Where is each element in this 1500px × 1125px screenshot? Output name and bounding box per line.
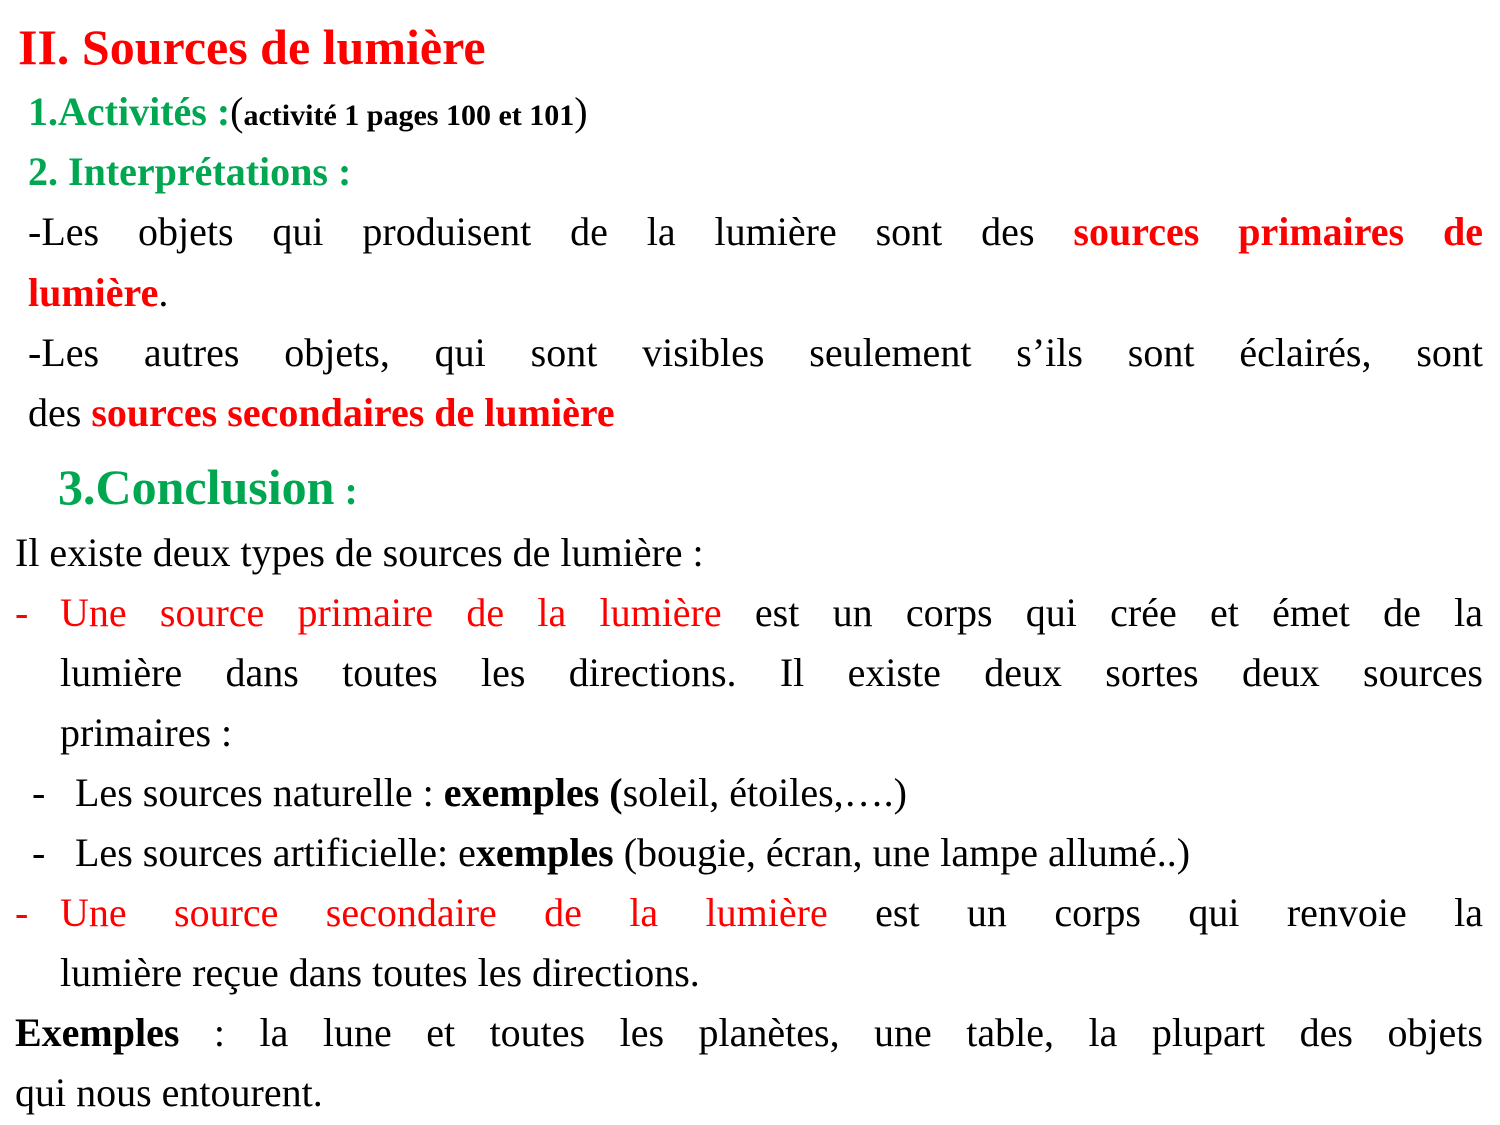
primary-source-line-3: primaires : [60,710,233,755]
interpretations-heading: 2. Interprétations : [28,149,352,194]
primary-source-definition: est un corps qui crée et émet de la [754,590,1484,635]
interpretation-paragraph-1-line-1 [28,209,1484,254]
primary-source-line-1 [60,590,1484,635]
activites-open-paren: ( [230,89,244,134]
natural-sources-label: Les sources naturelle : [75,770,434,815]
bullet-dash-secondary: - [15,890,29,935]
interpretation-p1-highlight: sources primaires de [1073,209,1484,254]
section-title: II. Sources de lumière [18,19,486,75]
conclusion-intro: Il existe deux types de sources de lumière : [15,530,704,575]
examples-label: Exemples [15,1010,180,1055]
artificial-sources-item [75,830,1191,875]
examples-line-1 [15,1010,1483,1055]
secondary-source-definition: est un corps qui renvoie la [875,890,1484,935]
activites-close-paren: ) [574,89,588,134]
artificial-sources-label: Les sources artificielle: e [75,830,476,875]
secondary-source-line-1 [60,890,1484,935]
bullet-dash-naturelle: - [32,770,46,815]
interpretation-paragraph-1-line-2 [28,270,169,315]
natural-sources-examples-word: exemples ( [443,770,623,815]
conclusion-heading-colon: : [334,468,358,513]
interpretation-p2-highlight: sources secondaires de lumière [91,390,615,435]
interpretation-p1-highlight-end: lumière [28,270,159,315]
activites-heading [28,89,588,134]
primary-source-term: Une source primaire de la lumière [60,590,722,635]
interpretation-p1-text: -Les objets qui produisent de la lumière sont des [28,209,1035,254]
secondary-source-line-2: lumière reçue dans toutes les directions. [60,950,700,995]
bullet-dash-primary: - [15,590,29,635]
interpretation-p1-period: . [158,270,169,315]
conclusion-heading-label: 3.Conclusion [58,459,335,515]
bullet-dash-artificielle: - [32,830,46,875]
natural-sources-item [75,770,907,815]
primary-source-line-2: lumière dans toutes les directions. Il existe deux sortes deux sources [60,650,1483,695]
interpretation-paragraph-2-line-2 [28,390,615,435]
artificial-sources-examples: (bougie, écran, une lampe allumé..) [613,830,1191,875]
interpretation-paragraph-2-line-1: -Les autres objets, qui sont visibles seulement s’ils sont éclairés, sont [28,330,1483,375]
interpretation-p2-text: des [28,390,82,435]
activites-heading-label: 1.Activités : [28,89,231,134]
secondary-source-term: Une source secondaire de la lumière [60,890,828,935]
artificial-sources-examples-word: xemples [475,830,614,875]
natural-sources-examples: soleil, étoiles,….) [622,770,907,815]
activites-reference: activité 1 pages 100 et 101 [243,99,575,132]
conclusion-heading [58,459,358,515]
examples-line-2: qui nous entourent. [15,1070,323,1115]
examples-text: : la lune et toutes les planètes, une table, la plupart des objets [179,1010,1483,1055]
